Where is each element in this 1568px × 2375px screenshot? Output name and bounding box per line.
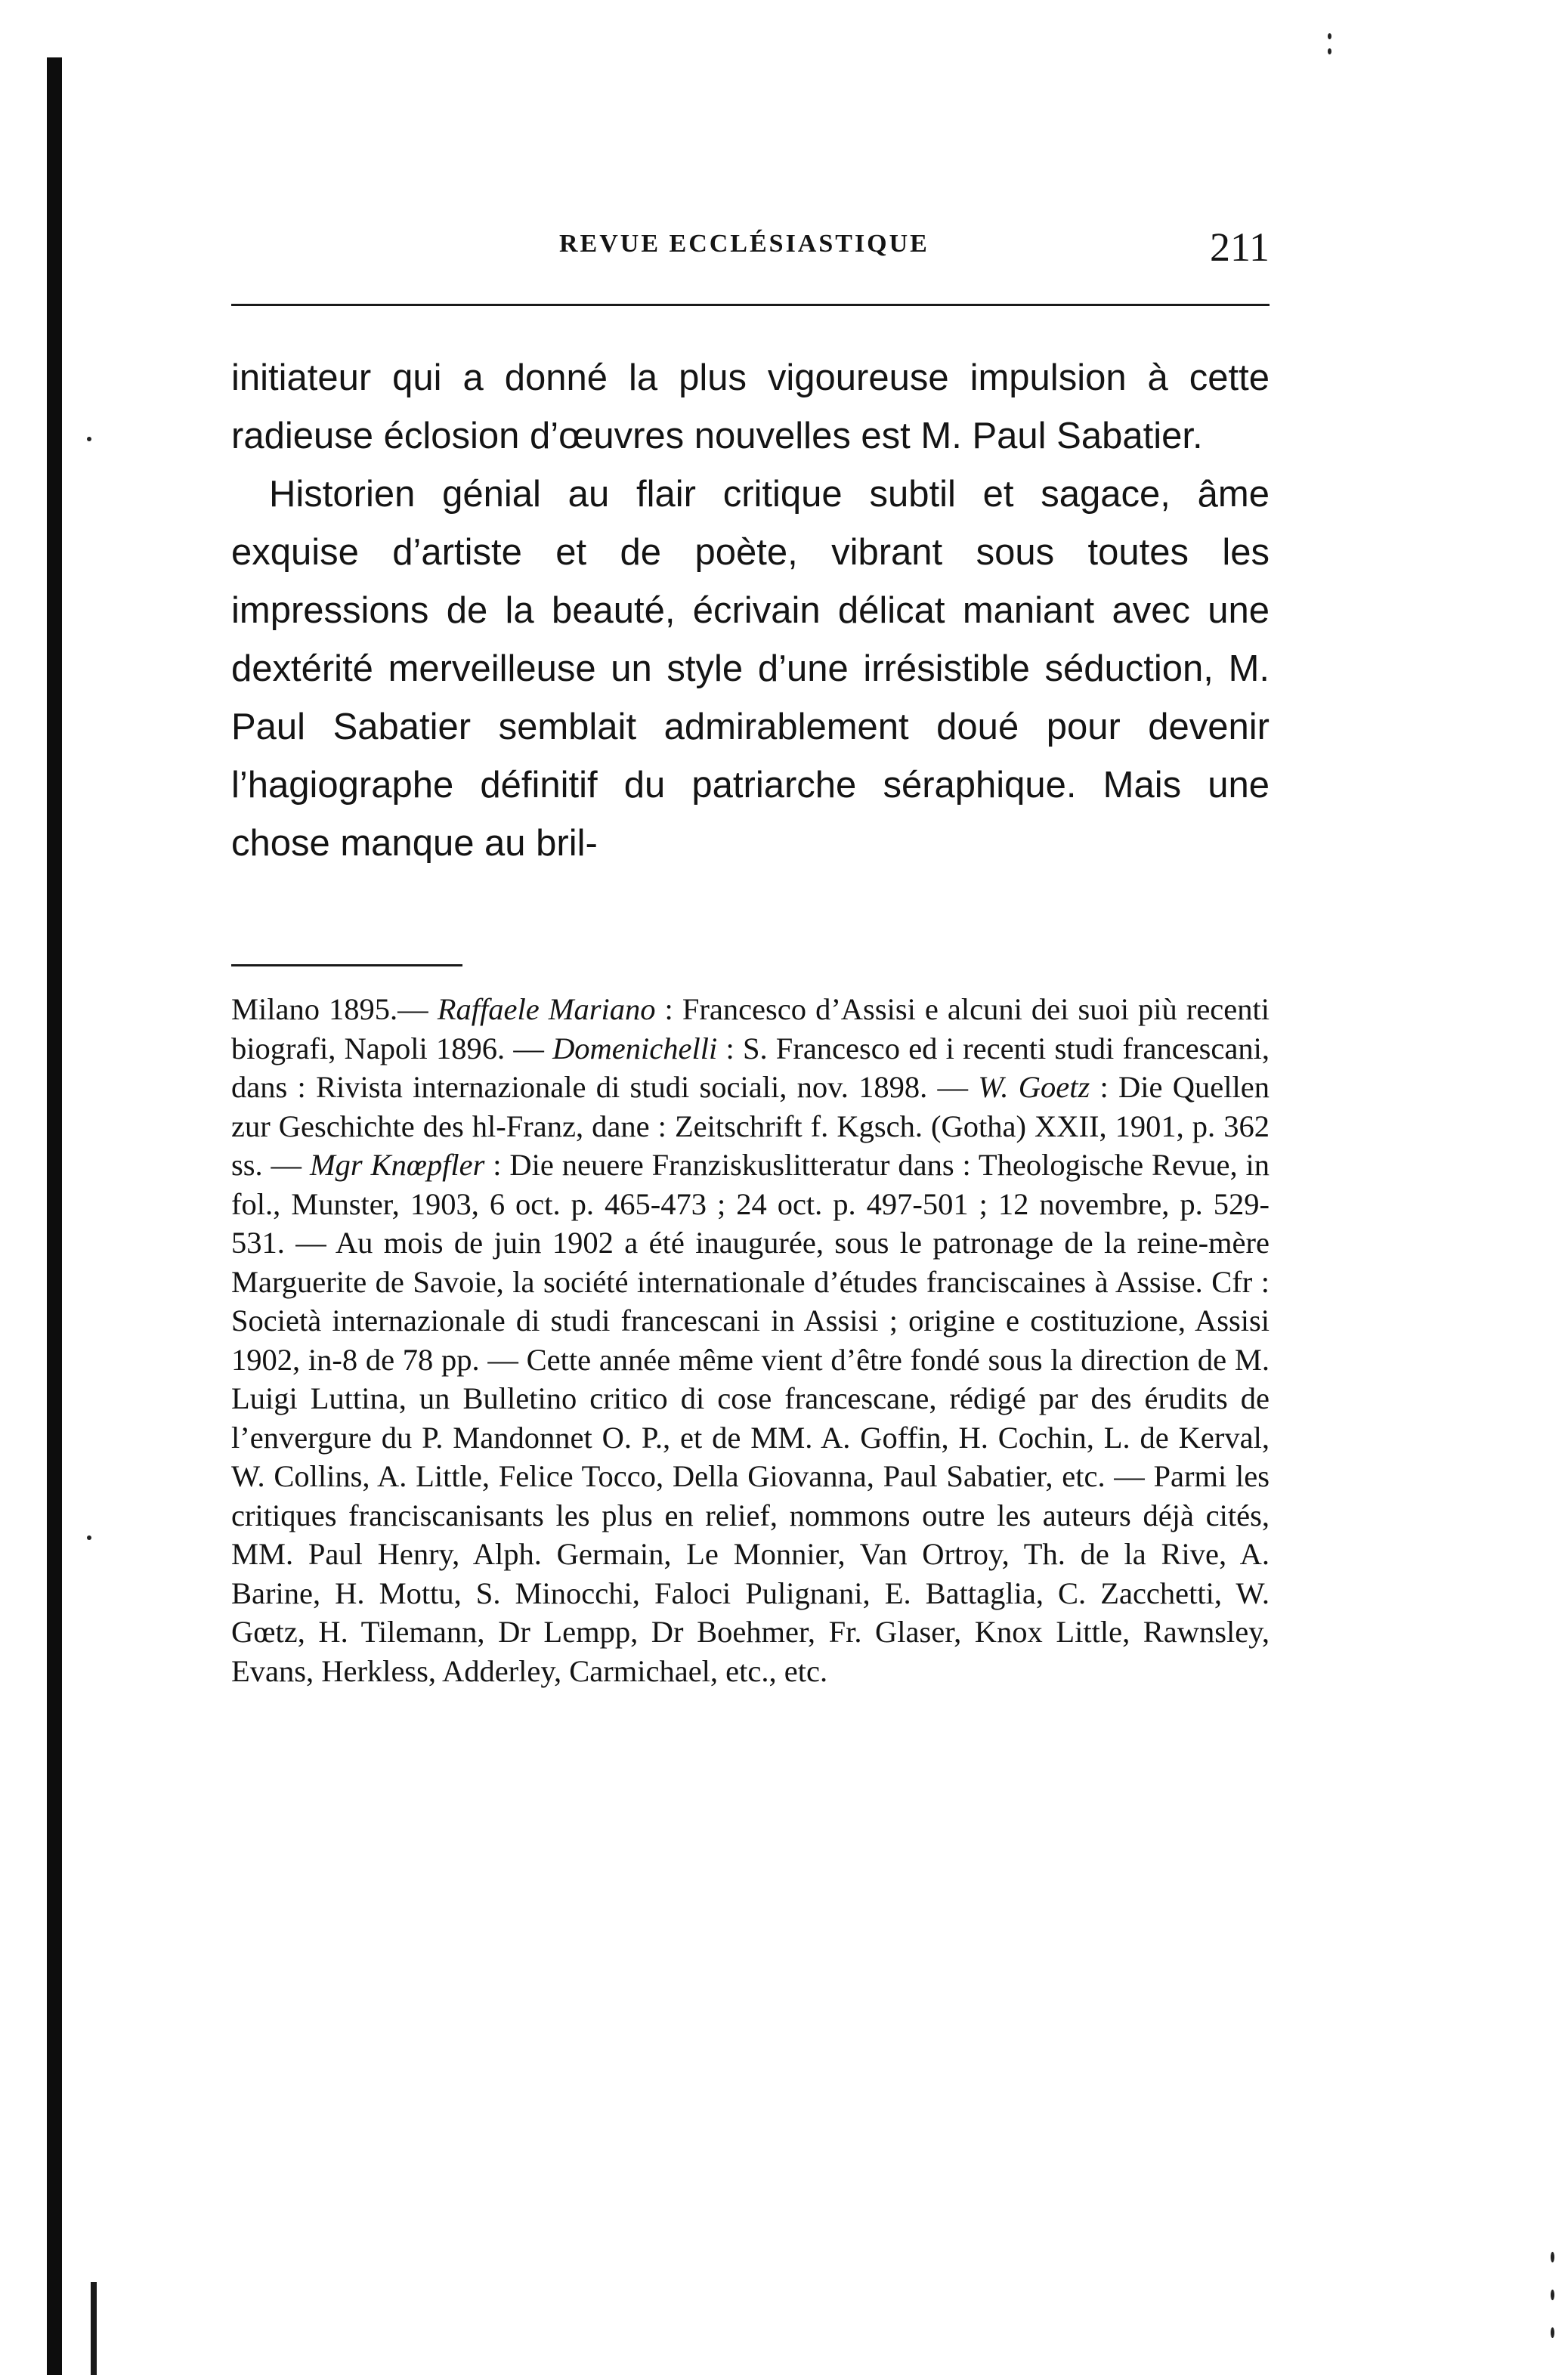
footnote-author: Raffaele Mariano	[437, 992, 656, 1026]
scan-speck	[1551, 2327, 1554, 2338]
footnote-author: W. Goetz	[978, 1070, 1090, 1104]
footnote-text: : S. Francesco ed i recenti studi francescani, dans : Rivista internazionale di studi sociali, nov. 1898. —	[231, 1031, 1270, 1104]
footnote-paragraph	[231, 990, 1270, 1690]
scan-speck	[1328, 48, 1331, 54]
header-rule	[231, 304, 1270, 306]
scan-speck	[1551, 2252, 1554, 2262]
footnote	[231, 990, 1270, 1690]
running-title: REVUE ECCLÉSIASTIQUE	[559, 230, 929, 258]
paragraph-sabatier: Historien génial au flair critique subtil et sagace, âme exquise d’artiste et de poète, vibrant sous toutes les impressions de la beauté, écrivain délicat maniant avec une dextérité merveilleuse un style d’une irrésistible séduction, M. Paul Sabatier semblait admirablement doué pour devenir l’hagiographe définitif du patriarche séraphique. Mais une chose manque au bril-	[231, 474, 1270, 864]
binding-edge	[47, 57, 62, 2375]
footnote-text: : Francesco d’Assisi e alcuni dei suoi più recenti biografi, Napoli 1896. —	[231, 992, 1270, 1065]
footnote-rule	[231, 964, 462, 966]
scan-speck	[87, 437, 91, 441]
scan-speck	[1328, 33, 1331, 39]
footnote-text: : Die Quellen zur Geschichte des hl-Franz, dane : Zeitschrift f. Kgsch. (Gotha) XXII, 1901, p. 362 ss. —	[231, 1070, 1270, 1182]
binding-shadow	[91, 2282, 97, 2375]
main-text	[231, 349, 1270, 873]
footnote-author: Domenichelli	[552, 1031, 718, 1065]
footnote-text: Milano 1895.—	[231, 992, 438, 1026]
footnote-author: Mgr Knœpfler	[309, 1148, 485, 1182]
running-head	[231, 224, 1270, 269]
paragraph-continued: initiateur qui a donné la plus vigoureuse impulsion à cette radieuse éclosion d’œuvres nouvelles est M. Paul Sabatier.	[231, 357, 1270, 456]
scan-speck	[87, 1535, 91, 1540]
scan-speck	[1551, 2290, 1554, 2300]
page-number: 211	[1210, 224, 1270, 270]
footnote-text: : Die neuere Franziskuslitteratur dans : Theologische Revue, in fol., Munster, 1903, 6 oct. p. 465-473 ; 24 oct. p. 497-501 ; 12 novembre, p. 529-531. — Au mois de juin 1902 a été inaugurée, sous le patronage de la reine-mère Marguerite de Savoie, la société internationale d’études franciscaines à Assise. Cfr : Società internazionale di studi francescani in Assisi ; origine e costituzione, Assisi 1902, in-8 de 78 pp. — Cette année même vient d’être fondé sous la direction de M. Luigi Luttina, un Bulletino critico di cose francescane, rédigé par des érudits de l’envergure du P. Mandonnet O. P., et de MM. A. Goffin, H. Cochin, L. de Kerval, W. Collins, A. Little, Felice Tocco, Della Giovanna, Paul Sabatier, etc. — Parmi les critiques franciscanisants les plus en relief, nommons outre les auteurs déjà cités, MM. Paul Henry, Alph. Germain, Le Monnier, Van Ortroy, Th. de la Rive, A. Barine, H. Mottu, S. Minocchi, Faloci Pulignani, E. Battaglia, C. Zacchetti, W. Gœtz, H. Tilemann, Dr Lempp, Dr Boehmer, Fr. Glaser, Knox Little, Rawnsley, Evans, Herkless, Adderley, Carmichael, etc., etc.	[231, 1148, 1270, 1688]
